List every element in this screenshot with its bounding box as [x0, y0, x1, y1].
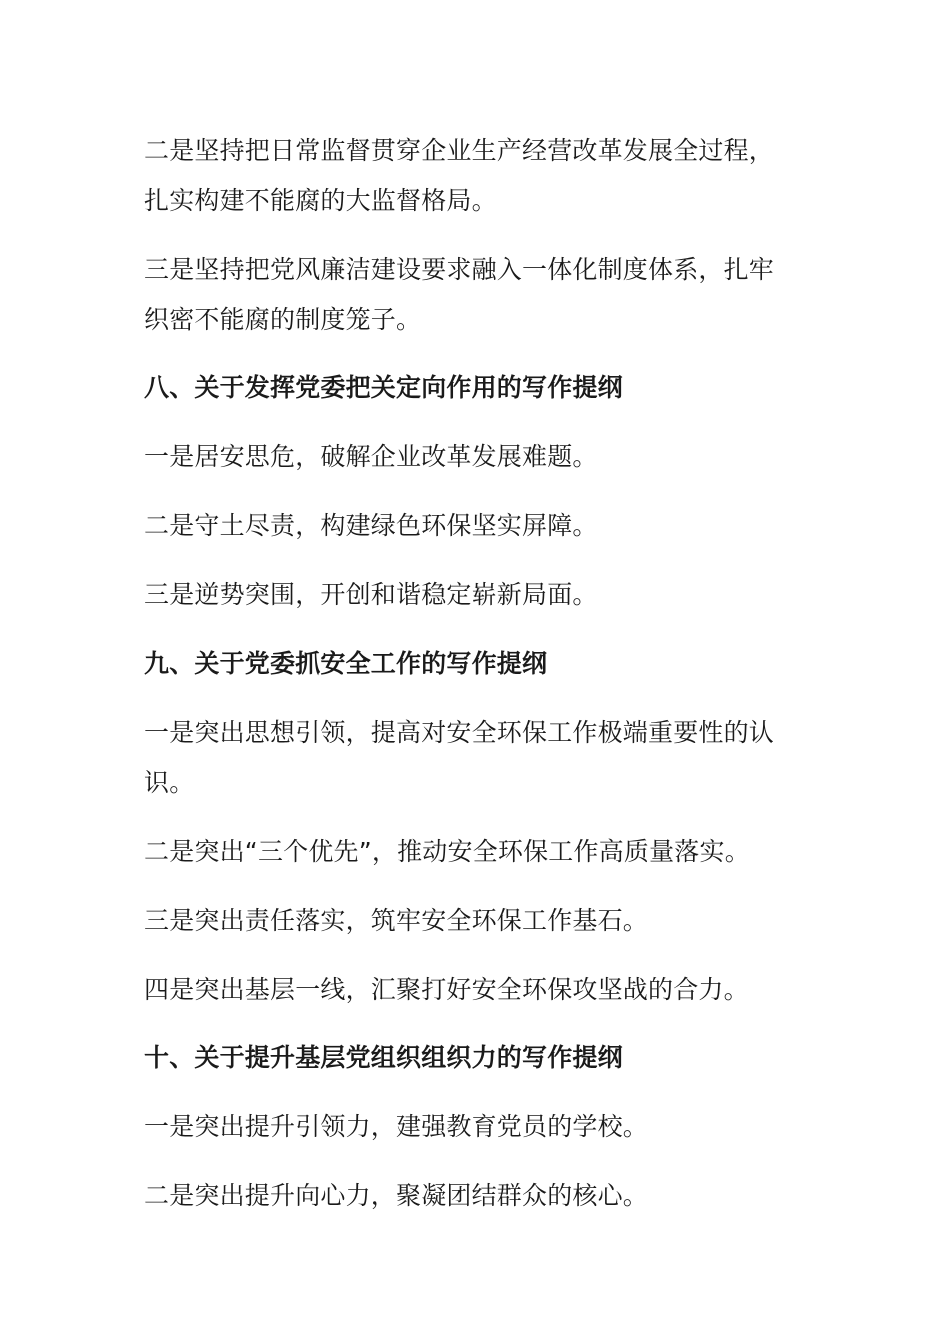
section-heading: 九、关于党委抓安全工作的写作提纲 — [144, 649, 548, 678]
paragraph-line: 三是逆势突围，开创和谐稳定崭新局面。 — [144, 580, 598, 609]
section-heading: 八、关于发挥党委把关定向作用的写作提纲 — [144, 373, 623, 402]
paragraph-line: 二是突出“三个优先”，推动安全环保工作高质量落实。 — [144, 837, 750, 866]
paragraph-line: 织密不能腐的制度笼子。 — [144, 305, 422, 334]
paragraph-line: 二是突出提升向心力，聚凝团结群众的核心。 — [144, 1181, 649, 1210]
paragraph-line: 四是突出基层一线，汇聚打好安全环保攻坚战的合力。 — [144, 975, 749, 1004]
paragraph-line: 一是居安思危，破解企业改革发展难题。 — [144, 442, 598, 471]
paragraph-line: 识。 — [144, 768, 195, 797]
paragraph-line: 二是守土尽责，构建绿色环保坚实屏障。 — [144, 511, 598, 540]
paragraph-line: 一是突出提升引领力，建强教育党员的学校。 — [144, 1112, 649, 1141]
paragraph-line: 扎实构建不能腐的大监督格局。 — [144, 186, 497, 215]
section-heading: 十、关于提升基层党组织组织力的写作提纲 — [144, 1043, 623, 1072]
paragraph-line: 三是突出责任落实，筑牢安全环保工作基石。 — [144, 906, 649, 935]
paragraph-line: 一是突出思想引领，提高对安全环保工作极端重要性的认 — [144, 718, 775, 747]
paragraph-line: 三是坚持把党风廉洁建设要求融入一体化制度体系，扎牢 — [144, 255, 775, 284]
paragraph-line: 二是坚持把日常监督贯穿企业生产经营改革发展全过程， — [144, 136, 775, 165]
